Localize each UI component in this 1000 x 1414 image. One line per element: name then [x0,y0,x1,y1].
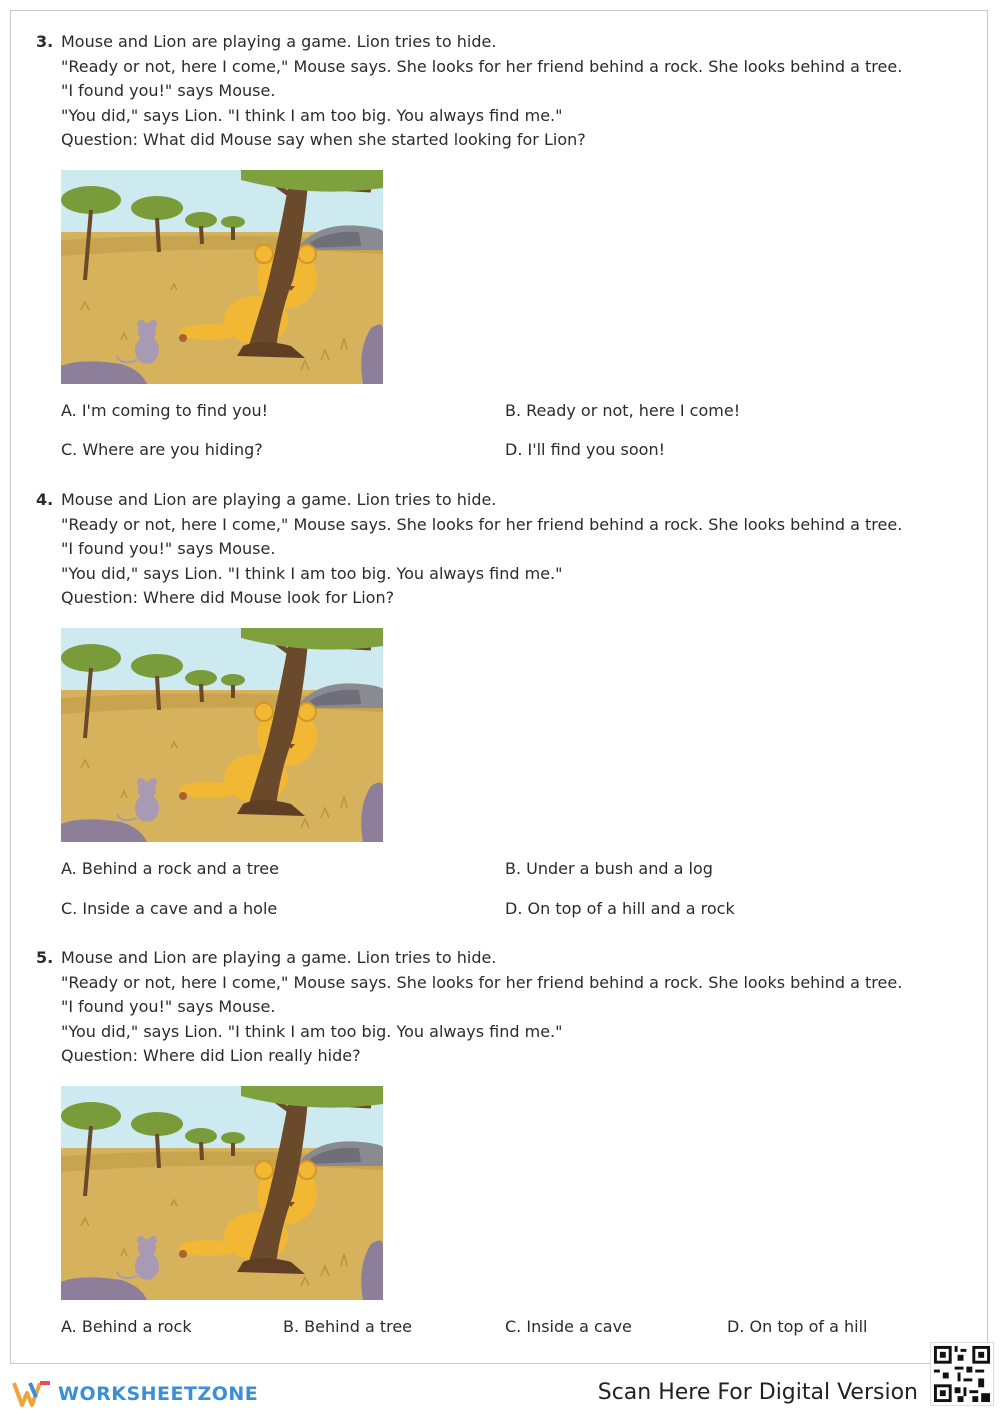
logo-w-icon [12,1379,52,1409]
passage-line: "I found you!" says Mouse. [61,997,276,1016]
option-a[interactable]: A. Behind a rock and a tree [61,859,279,878]
question-prompt: Question: Where did Lion really hide? [61,1046,361,1065]
passage-line: "You did," says Lion. "I think I am too big. You always find me." [61,1021,563,1041]
option-d[interactable]: D. On top of a hill [727,1317,868,1336]
passage-line: "Ready or not, here I come," Mouse says. She looks for her friend behind a rock. She looks behind a tree. [61,56,903,76]
passage-line: Mouse and Lion are playing a game. Lion tries to hide. [61,490,497,509]
passage-line: Mouse and Lion are playing a game. Lion tries to hide. [61,948,497,967]
option-a[interactable]: A. Behind a rock [61,1317,192,1336]
savanna-illustration [61,170,383,384]
passage-line: "I found you!" says Mouse. [61,539,276,558]
option-a[interactable]: A. I'm coming to find you! [61,401,269,420]
savanna-illustration [61,1086,383,1300]
option-b[interactable]: B. Ready or not, here I come! [505,401,741,420]
passage-line: "Ready or not, here I come," Mouse says. She looks for her friend behind a rock. She looks behind a tree. [61,514,903,534]
option-d[interactable]: D. I'll find you soon! [505,440,665,459]
passage-line: Mouse and Lion are playing a game. Lion tries to hide. [61,32,497,51]
question-text [61,946,902,1069]
option-d[interactable]: D. On top of a hill and a rock [505,899,735,918]
passage-line: "You did," says Lion. "I think I am too big. You always find me." [61,105,563,125]
question-prompt: Question: What did Mouse say when she started looking for Lion? [61,130,586,149]
passage-line: "I found you!" says Mouse. [61,81,276,100]
brand-logo[interactable] [12,1376,258,1412]
passage-line: "Ready or not, here I come," Mouse says. She looks for her friend behind a rock. She looks behind a tree. [61,972,903,992]
option-c[interactable]: C. Inside a cave [505,1317,632,1336]
question-number: 4. [36,490,54,509]
option-c[interactable]: C. Inside a cave and a hole [61,899,278,918]
question-prompt: Question: Where did Mouse look for Lion? [61,588,395,607]
scan-label: Scan Here For Digital Version [597,1380,918,1405]
option-b[interactable]: B. Under a bush and a log [505,859,713,878]
passage-line: "You did," says Lion. "I think I am too big. You always find me." [61,563,563,583]
qr-code-icon[interactable] [930,1342,994,1406]
question-number: 3. [36,32,54,51]
question-text [61,488,902,611]
brand-name: WORKSHEETZONE [58,1383,259,1405]
savanna-illustration [61,628,383,842]
option-b[interactable]: B. Behind a tree [283,1317,413,1336]
option-c[interactable]: C. Where are you hiding? [61,440,263,459]
question-text [61,30,902,153]
question-number: 5. [36,948,54,967]
